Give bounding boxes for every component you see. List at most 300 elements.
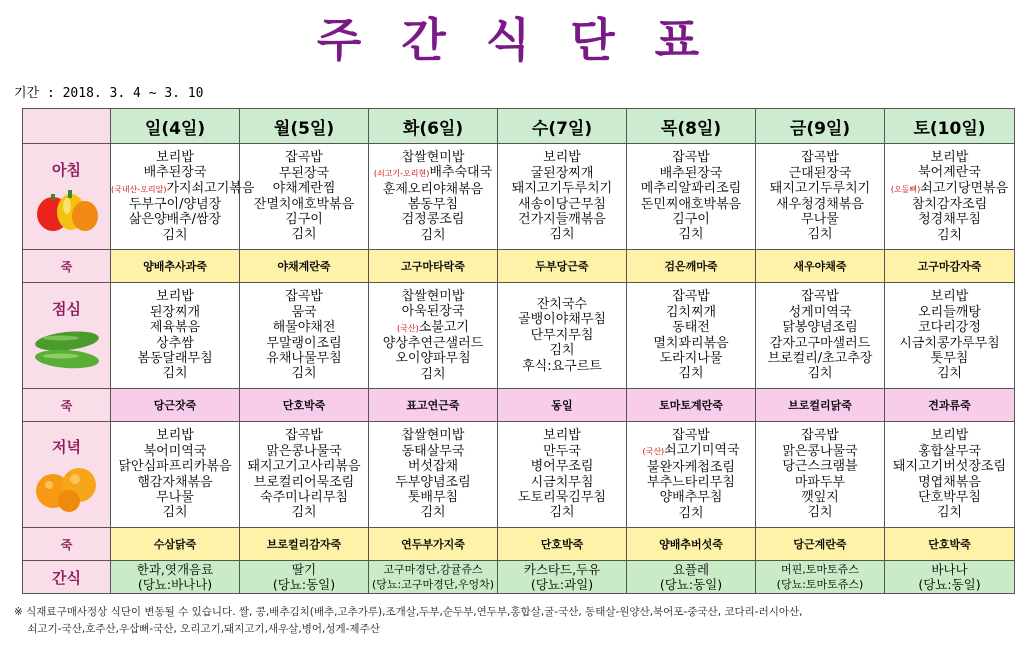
origin-note: (쇠고기-오리현) <box>373 169 430 179</box>
menu-item <box>885 212 1014 227</box>
breakfast-day-5 <box>627 144 756 250</box>
dish-name: 봄동무침 <box>407 197 459 212</box>
menu-item <box>240 336 368 351</box>
menu-item <box>240 181 368 196</box>
dish-name: 오이양파무침 <box>395 351 471 367</box>
menu-item <box>240 428 368 443</box>
dish-name: 무말랭이조림 <box>266 335 342 351</box>
dish-name: 무나물 <box>801 211 839 227</box>
day-header: 화(6일) <box>369 109 498 144</box>
porridge-item: 고구마타락죽 <box>369 250 498 283</box>
menu-item <box>627 351 755 366</box>
dish-name: 김치 <box>162 505 188 521</box>
dish-name: 굴된장찌개 <box>530 165 594 181</box>
menu-item <box>627 181 755 196</box>
origin-note: (국내산-오리알) <box>111 184 167 194</box>
menu-item <box>369 490 497 505</box>
dish-name: 잡곡밥 <box>285 289 323 305</box>
dish-name: 검정콩조림 <box>401 212 465 228</box>
snack-day-4 <box>498 561 627 594</box>
dish-name: 보리밥 <box>156 149 194 165</box>
menu-item <box>111 165 239 180</box>
lunch-day-6 <box>756 283 885 389</box>
dish-name: 맑은콩나물국 <box>266 443 342 459</box>
dish-name: 김치 <box>678 227 704 243</box>
breakfast-day-4 <box>498 144 627 250</box>
menu-item <box>627 289 755 304</box>
dish-name: 톳무침 <box>930 350 969 366</box>
dish-name: 깻잎지 <box>801 489 839 505</box>
menu-item <box>369 304 497 319</box>
day-header: 금(9일) <box>756 109 885 144</box>
snack-item: 딸기 <box>291 562 317 577</box>
snack-row <box>23 561 1015 594</box>
menu-item <box>885 351 1014 366</box>
menu-item <box>111 505 239 520</box>
snack-item: (당뇨:고구마경단,우엉차) <box>371 578 495 591</box>
menu-item <box>627 366 755 381</box>
menu-item <box>756 227 884 242</box>
dish-name: 뭄국 <box>291 304 317 320</box>
porridge-item: 단호박죽 <box>498 528 627 561</box>
dish-name: 무나물 <box>156 489 194 505</box>
dish-name: 김치 <box>420 505 446 521</box>
menu-item <box>240 490 368 505</box>
dish-name: 북어미역국 <box>143 443 207 459</box>
dish-name: 김치 <box>291 227 317 243</box>
dish-name: 쇠고기미역국 <box>664 443 740 459</box>
menu-item <box>498 444 626 459</box>
snack-item: 머핀,토마토쥬스 <box>781 563 859 576</box>
breakfast-day-2 <box>240 144 369 250</box>
dish-name: 무된장국 <box>278 165 330 181</box>
menu-item <box>240 320 368 335</box>
menu-item <box>369 320 497 336</box>
menu-item <box>885 336 1014 351</box>
snack-day-2 <box>240 561 369 594</box>
menu-item <box>240 166 368 181</box>
dish-name: 배추숙대국 <box>429 165 493 181</box>
dish-name: 잡곡밥 <box>285 150 323 166</box>
menu-item <box>885 289 1014 304</box>
dish-name: 김치 <box>936 505 963 521</box>
menu-item <box>111 197 239 212</box>
dish-name: 김치 <box>678 366 704 382</box>
lunch-day-7 <box>885 283 1015 389</box>
dish-name: 김치 <box>936 227 963 243</box>
dish-name: 버섯잡채 <box>407 459 459 475</box>
menu-item <box>756 212 884 227</box>
dish-name: 당근스크램블 <box>782 459 858 475</box>
menu-item <box>756 150 884 165</box>
dish-name: 잡곡밥 <box>801 150 839 166</box>
menu-item <box>756 366 884 381</box>
menu-item <box>885 505 1014 520</box>
page-title: 주간식단표 <box>316 13 740 67</box>
breakfast-day-6 <box>756 144 885 250</box>
dish-name: 브로컬리어묵조림 <box>253 474 355 490</box>
porridge-item: 단호박죽 <box>240 389 369 422</box>
menu-item <box>756 166 884 181</box>
menu-item <box>111 150 239 165</box>
menu-item <box>756 459 884 474</box>
menu-item <box>369 459 497 474</box>
dish-name: 해물야채전 <box>272 320 336 336</box>
dish-name: 건가지들깨볶음 <box>518 211 606 227</box>
menu-item <box>756 351 884 366</box>
day-header-row <box>23 109 1015 144</box>
menu-item <box>498 459 626 474</box>
snack-day-7 <box>885 561 1015 594</box>
menu-item <box>369 336 497 351</box>
snack-item: (당뇨:동일) <box>272 577 336 592</box>
porridge-row-2 <box>23 389 1015 422</box>
dish-name: 시금치무침 <box>530 474 594 490</box>
menu-item <box>756 320 884 335</box>
origin-note: (국산) <box>397 323 419 333</box>
menu-item <box>885 459 1014 474</box>
menu-item <box>240 351 368 366</box>
menu-item <box>111 459 239 474</box>
dish-name: 양배추무침 <box>659 490 723 506</box>
menu-item <box>498 428 626 443</box>
dish-name: 야채계란찜 <box>272 181 336 197</box>
porridge-item: 새우야채죽 <box>756 250 885 283</box>
dish-name: 삶은양배추/쌈장 <box>128 212 222 228</box>
menu-item <box>111 428 239 443</box>
menu-item <box>885 150 1014 165</box>
menu-item <box>240 505 368 520</box>
dish-name: 보리밥 <box>930 428 969 444</box>
dish-name: 코다리강정 <box>918 320 981 336</box>
menu-item <box>756 289 884 304</box>
porridge-item: 수삼닭죽 <box>111 528 240 561</box>
menu-item <box>369 444 497 459</box>
lunch-label-cell <box>23 283 111 389</box>
menu-item <box>885 475 1014 490</box>
lunch-day-2 <box>240 283 369 389</box>
dish-name: 부추느타리무침 <box>647 475 735 490</box>
dish-name: 아욱된장국 <box>401 304 465 320</box>
dish-name: 찹쌀현미밥 <box>401 149 465 165</box>
dish-name: 김치 <box>420 366 446 382</box>
menu-item <box>885 490 1014 505</box>
orange-image <box>31 461 103 513</box>
dish-name: 브로컬리/초고추장 <box>767 350 873 366</box>
dish-name: 보리밥 <box>930 149 969 165</box>
dish-name: 김치 <box>549 505 575 521</box>
dish-name: 쇠고기당면볶음 <box>920 180 1009 196</box>
day-header: 토(10일) <box>885 109 1015 144</box>
dish-name: 잡곡밥 <box>672 427 710 443</box>
dish-name: 동태전 <box>672 320 710 336</box>
snack-item: (당뇨:토마토쥬스) <box>776 578 864 591</box>
dinner-day-3 <box>369 422 498 528</box>
menu-item <box>498 359 626 374</box>
menu-item <box>369 212 497 227</box>
breakfast-label: 아침 <box>52 161 81 179</box>
menu-item <box>756 181 884 196</box>
dinner-day-7 <box>885 422 1015 528</box>
dish-name: 도토리묵김무침 <box>518 489 606 505</box>
dinner-day-5 <box>627 422 756 528</box>
dinner-label-cell <box>23 422 111 528</box>
menu-item <box>111 366 239 381</box>
dinner-day-4 <box>498 422 627 528</box>
snack-day-1 <box>111 561 240 594</box>
menu-item <box>369 505 497 520</box>
day-header: 일(4일) <box>111 109 240 144</box>
menu-item <box>627 227 755 242</box>
lunch-day-5 <box>627 283 756 389</box>
dinner-day-1 <box>111 422 240 528</box>
menu-item <box>756 505 884 520</box>
menu-item <box>240 475 368 490</box>
menu-item <box>498 312 626 327</box>
snack-item: (당뇨:바나나) <box>137 577 213 592</box>
bell-pepper-image <box>31 184 103 234</box>
dish-name: 잡곡밥 <box>801 428 839 444</box>
dish-name: 성게미역국 <box>788 304 852 320</box>
menu-item <box>111 444 239 459</box>
dish-name: 단무지무침 <box>530 327 594 343</box>
dish-name: 명엽채볶음 <box>918 474 981 490</box>
snack-item: 한과,엿개음료 <box>136 562 214 577</box>
dish-name: 김치 <box>291 366 317 382</box>
dish-name: 김치 <box>678 505 704 521</box>
snack-label: 간식 <box>23 561 111 594</box>
dish-name: 맑은콩나물국 <box>782 443 858 459</box>
dish-name: 두부구이/양념장 <box>128 197 222 212</box>
menu-item <box>111 228 239 243</box>
porridge-label: 죽 <box>23 250 111 283</box>
dish-name: 가지쇠고기볶음 <box>166 180 255 196</box>
dish-name: 소불고기 <box>418 319 469 335</box>
menu-item <box>369 428 497 443</box>
menu-item <box>498 150 626 165</box>
dish-name: 보리밥 <box>156 289 194 305</box>
dish-name: 만두국 <box>543 443 581 459</box>
day-header: 목(8일) <box>627 109 756 144</box>
weekly-menu-table <box>22 108 1015 594</box>
day-header: 월(5일) <box>240 109 369 144</box>
dish-name: 불완자케첩조림 <box>647 459 735 475</box>
menu-item <box>498 505 626 520</box>
dinner-day-6 <box>756 422 885 528</box>
porridge-item: 두부당근죽 <box>498 250 627 283</box>
menu-item <box>240 459 368 474</box>
menu-item <box>240 197 368 212</box>
dish-name: 김치 <box>162 366 188 382</box>
porridge-item: 브로컬리감자죽 <box>240 528 369 561</box>
dish-name: 병어무조림 <box>530 459 594 475</box>
menu-item <box>627 443 755 459</box>
lunch-label: 점심 <box>52 300 81 318</box>
dish-name: 동태살무국 <box>401 443 465 459</box>
dish-name: 돼지고기고사리볶음 <box>247 459 361 475</box>
porridge-item: 동일 <box>498 389 627 422</box>
dish-name: 김치 <box>162 227 188 243</box>
porridge-item: 브로컬리닭죽 <box>756 389 885 422</box>
breakfast-day-7 <box>885 144 1015 250</box>
menu-item <box>627 336 755 351</box>
dish-name: 된장찌개 <box>149 304 201 320</box>
dish-name: 닭안심파프리카볶음 <box>118 459 232 475</box>
dish-name: 봄동달래무침 <box>137 350 213 366</box>
snack-day-5 <box>627 561 756 594</box>
menu-item <box>885 305 1014 320</box>
porridge-label: 죽 <box>23 528 111 561</box>
menu-item <box>756 444 884 459</box>
porridge-item: 토마토계란죽 <box>627 389 756 422</box>
porridge-item: 고구마감자죽 <box>885 250 1015 283</box>
menu-item <box>627 166 755 181</box>
menu-item <box>369 351 497 366</box>
origin-note: (오돌뼈) <box>890 184 921 194</box>
menu-period: 기간 : 2018. 3. 4 ~ 3. 10 <box>14 86 204 101</box>
dish-name: 잡곡밥 <box>672 150 710 166</box>
menu-item <box>111 180 255 197</box>
dish-name: 멸치꽈리볶음 <box>653 335 729 351</box>
dish-name: 김치 <box>420 227 446 243</box>
dish-name: 돼지고기두루치기 <box>769 181 871 197</box>
dish-name: 보리밥 <box>543 150 581 166</box>
menu-item <box>111 212 239 227</box>
snack-day-3 <box>369 561 498 594</box>
origin-note: (국산) <box>642 447 665 457</box>
menu-item <box>498 490 626 505</box>
dish-name: 근대된장국 <box>788 165 852 181</box>
menu-item <box>627 428 755 443</box>
day-header: 수(7일) <box>498 109 627 144</box>
menu-item <box>885 197 1014 212</box>
menu-item <box>369 367 497 382</box>
footer-line: 쇠고기-국산,호주산,우삽뼈-국산, 오리고기,돼지고기,새우살,병어,성게-제주산 <box>14 623 380 635</box>
dish-name: 상추쌈 <box>156 335 194 351</box>
dish-name: 돈민찌애호박볶음 <box>640 196 742 212</box>
lunch-day-4 <box>498 283 627 389</box>
menu-item <box>240 212 368 227</box>
menu-item <box>369 475 497 490</box>
dish-name: 감자고구마샐러드 <box>769 335 871 351</box>
menu-item <box>240 305 368 320</box>
breakfast-day-1 <box>111 144 255 250</box>
dish-name: 배추된장국 <box>143 165 207 181</box>
dish-name: 햄감자채볶음 <box>137 474 213 490</box>
dish-name: 골뱅이야채무침 <box>518 312 606 328</box>
menu-item <box>498 343 626 358</box>
dish-name: 도라지나물 <box>659 350 723 366</box>
menu-item <box>498 181 626 196</box>
dish-name: 찹쌀현미밥 <box>401 428 465 444</box>
breakfast-day-3 <box>369 144 498 250</box>
dish-name: 유채나물무침 <box>266 350 342 366</box>
snack-item: 요플레 <box>672 562 710 577</box>
dish-name: 김구이 <box>672 211 710 227</box>
snack-day-6 <box>756 561 885 594</box>
menu-item <box>498 197 626 212</box>
menu-item <box>240 366 368 381</box>
menu-item <box>885 228 1014 243</box>
ingredient-origin-note <box>14 604 1004 638</box>
menu-item <box>111 336 239 351</box>
dish-name: 마파두부 <box>794 474 846 490</box>
menu-item <box>627 212 755 227</box>
menu-item <box>627 460 755 475</box>
porridge-label: 죽 <box>23 389 111 422</box>
dish-name: 김치 <box>549 343 575 359</box>
menu-item <box>498 166 626 181</box>
lunch-day-1 <box>111 283 240 389</box>
menu-item <box>369 182 497 197</box>
menu-item <box>627 197 755 212</box>
menu-item <box>498 212 626 227</box>
menu-item <box>498 328 626 343</box>
dish-name: 잡곡밥 <box>801 289 839 305</box>
menu-item <box>627 320 755 335</box>
corner-cell <box>23 109 111 144</box>
porridge-row-1 <box>23 250 1015 283</box>
porridge-item: 표고연근죽 <box>369 389 498 422</box>
dish-name: 잔멸치애호박볶음 <box>253 196 355 212</box>
dish-name: 김치 <box>549 227 575 243</box>
menu-item <box>240 289 368 304</box>
dish-name: 새우청경채볶음 <box>776 196 864 212</box>
dish-name: 단호박무침 <box>918 489 981 505</box>
porridge-item: 검은깨마죽 <box>627 250 756 283</box>
menu-item <box>240 227 368 242</box>
menu-item <box>627 475 755 490</box>
menu-item <box>885 428 1014 443</box>
menu-item <box>369 289 497 304</box>
menu-item <box>756 197 884 212</box>
dish-name: 숙주미나리무침 <box>260 489 348 505</box>
menu-item <box>756 336 884 351</box>
menu-item <box>111 475 239 490</box>
lunch-day-3 <box>369 283 498 389</box>
menu-item <box>885 165 1014 180</box>
snack-item: 바나나 <box>931 562 968 577</box>
dish-name: 김치 <box>807 227 833 243</box>
menu-item <box>369 150 497 165</box>
snack-item: (당뇨:동일) <box>918 577 981 592</box>
menu-item <box>627 490 755 505</box>
porridge-row-3 <box>23 528 1015 561</box>
dish-name: 오리들깨탕 <box>918 304 981 320</box>
dish-name: 새송이당근무침 <box>518 196 606 212</box>
lunch-row <box>23 283 1015 389</box>
dish-name: 시금치콩가루무침 <box>899 335 1000 351</box>
dish-name: 북어계란국 <box>918 165 981 181</box>
snack-item: 카스타드,두유 <box>523 562 601 577</box>
porridge-item: 단호박죽 <box>885 528 1015 561</box>
snack-item: (당뇨:동일) <box>659 577 723 592</box>
dish-name: 찹쌀현미밥 <box>401 288 465 304</box>
porridge-item: 당근잣죽 <box>111 389 240 422</box>
menu-item <box>111 289 239 304</box>
dish-name: 김구이 <box>285 211 323 227</box>
dish-name: 훈제오리야채볶음 <box>382 181 484 197</box>
dish-name: 잡곡밥 <box>672 289 710 305</box>
breakfast-label-cell <box>23 144 111 250</box>
footer-line: ※ 식재료구매사정상 식단이 변동될 수 있습니다. 쌀, 콩,배추김치(배추,고추가루),조개살,두부,순두부,연두부,홍합살,굴-국산, 동태살-원양산,북어포-중국산, 코다리-러시아산, <box>14 606 803 618</box>
menu-item <box>627 305 755 320</box>
porridge-item: 야채계란죽 <box>240 250 369 283</box>
dish-name: 청경채무침 <box>918 212 981 228</box>
menu-item <box>756 305 884 320</box>
menu-item <box>498 297 626 312</box>
dish-name: 닭봉양념조림 <box>782 320 858 336</box>
